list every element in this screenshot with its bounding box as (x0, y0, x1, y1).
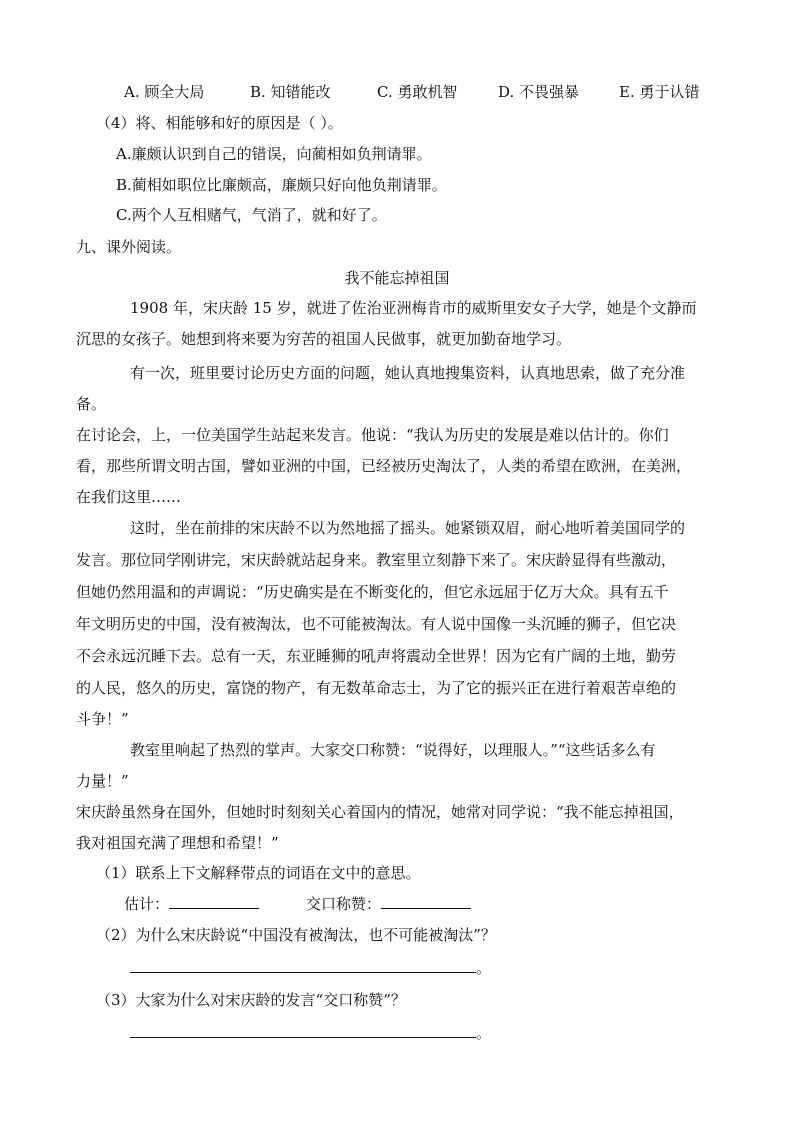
paragraph-line: 在我们这里…… (76, 488, 182, 506)
option-b: B. 知错能改 (250, 83, 331, 101)
q1-answer-row (124, 894, 259, 914)
answer-line-3[interactable] (130, 1023, 476, 1038)
q1-word-1-label: 估计： (124, 895, 170, 913)
question-3: （3）大家为什么对宋庆龄的发言“交口称赞”？ (96, 991, 406, 1009)
q4-option-a: A.廉颇认识到自己的错误，向蔺相如负荆请罪。 (116, 145, 432, 163)
q1-word-2-label: 交口称赞： (306, 895, 382, 913)
option-a: A. 顾全大局 (124, 83, 205, 101)
answer-blank-1[interactable] (169, 894, 259, 909)
q4-option-c: C.两个人互相赌气，气消了，就和好了。 (116, 206, 387, 224)
q1-answer-row-2 (306, 894, 471, 914)
answer-period: 。 (476, 959, 492, 977)
paragraph-line: 力量！” (76, 772, 129, 790)
section-heading: 九、课外阅读。 (76, 238, 182, 256)
paragraph-line: 有一次，班里要讨论历史方面的问题，她认真地搜集资料，认真地思索，做了充分准 (130, 364, 686, 382)
article-title: 我不能忘掉祖国 (344, 269, 450, 287)
paragraph-line: 1908 年，宋庆龄 15 岁，就进了佐治亚洲梅肯市的威斯里安女子大学，她是个文静而 (130, 299, 697, 317)
paragraph-line: 发言。那位同学刚讲完，宋庆龄就站起身来。教室里立刻静下来了。宋庆龄显得有些激动， (76, 551, 677, 569)
paragraph-line: 看，那些所谓文明古国，譬如亚洲的中国，已经被历史淘汰了，人类的希望在欧洲，在美洲， (76, 457, 692, 475)
option-d: D. 不畏强暴 (498, 83, 580, 101)
paragraph-line: 的人民，悠久的历史，富饶的物产，有无数革命志士，为了它的振兴正在进行着艰苦卓绝的 (76, 679, 677, 697)
paragraph-line: 沉思的女孩子。她想到将来要为穷苦的祖国人民做事，就更加勤奋地学习。 (76, 330, 572, 348)
answer-line-2[interactable] (130, 958, 476, 973)
paragraph-line: 备。 (76, 395, 107, 413)
q4-option-b: B.蔺相如职位比廉颇高，廉颇只好向他负荆请罪。 (116, 176, 447, 194)
question-2: （2）为什么宋庆龄说“中国没有被淘汰，也不可能被淘汰”？ (96, 926, 496, 944)
q3-options-row (0, 82, 794, 102)
paragraph-line: 但她仍然用温和的声调说：“历史确实是在不断变化的，但它永远屈于亿万大众。具有五千 (76, 583, 669, 601)
answer-period: 。 (476, 1024, 492, 1042)
q3-answer-row (130, 1023, 491, 1043)
option-e: E. 勇于认错 (619, 83, 700, 101)
paragraph-line: 在讨论会，上，一位美国学生站起来发言。他说：“我认为历史的发展是难以估计的。你们 (76, 426, 669, 444)
option-c: C. 勇敢机智 (377, 83, 458, 101)
question-1: （1）联系上下文解释带点的词语在文中的意思。 (96, 864, 421, 882)
q2-answer-row (130, 958, 491, 978)
paragraph-line: 我对祖国充满了理想和希望！” (76, 834, 279, 852)
paragraph-line: 宋庆龄虽然身在国外，但她时时刻刻关心着国内的情况，她常对同学说：“我不能忘掉祖国， (76, 803, 684, 821)
answer-blank-2[interactable] (381, 894, 471, 909)
paragraph-line: 斗争！” (76, 710, 129, 728)
paragraph-line: 不会永远沉睡下去。总有一天，东亚睡狮的吼声将震动全世界！因为它有广阔的土地，勤劳 (76, 647, 677, 665)
paragraph-line: 教室里响起了热烈的掌声。大家交口称赞：“说得好，以理服人。”“这些话多么有 (130, 741, 656, 759)
paragraph-line: 这时，坐在前排的宋庆龄不以为然地摇了摇头。她紧锁双眉，耐心地听着美国同学的 (130, 519, 686, 537)
paragraph-line: 年文明历史的中国，没有被淘汰，也不可能被淘汰。有人说中国像一头沉睡的狮子，但它决 (76, 615, 677, 633)
q4-stem: （4）将、相能够和好的原因是（ ）。 (96, 114, 343, 132)
